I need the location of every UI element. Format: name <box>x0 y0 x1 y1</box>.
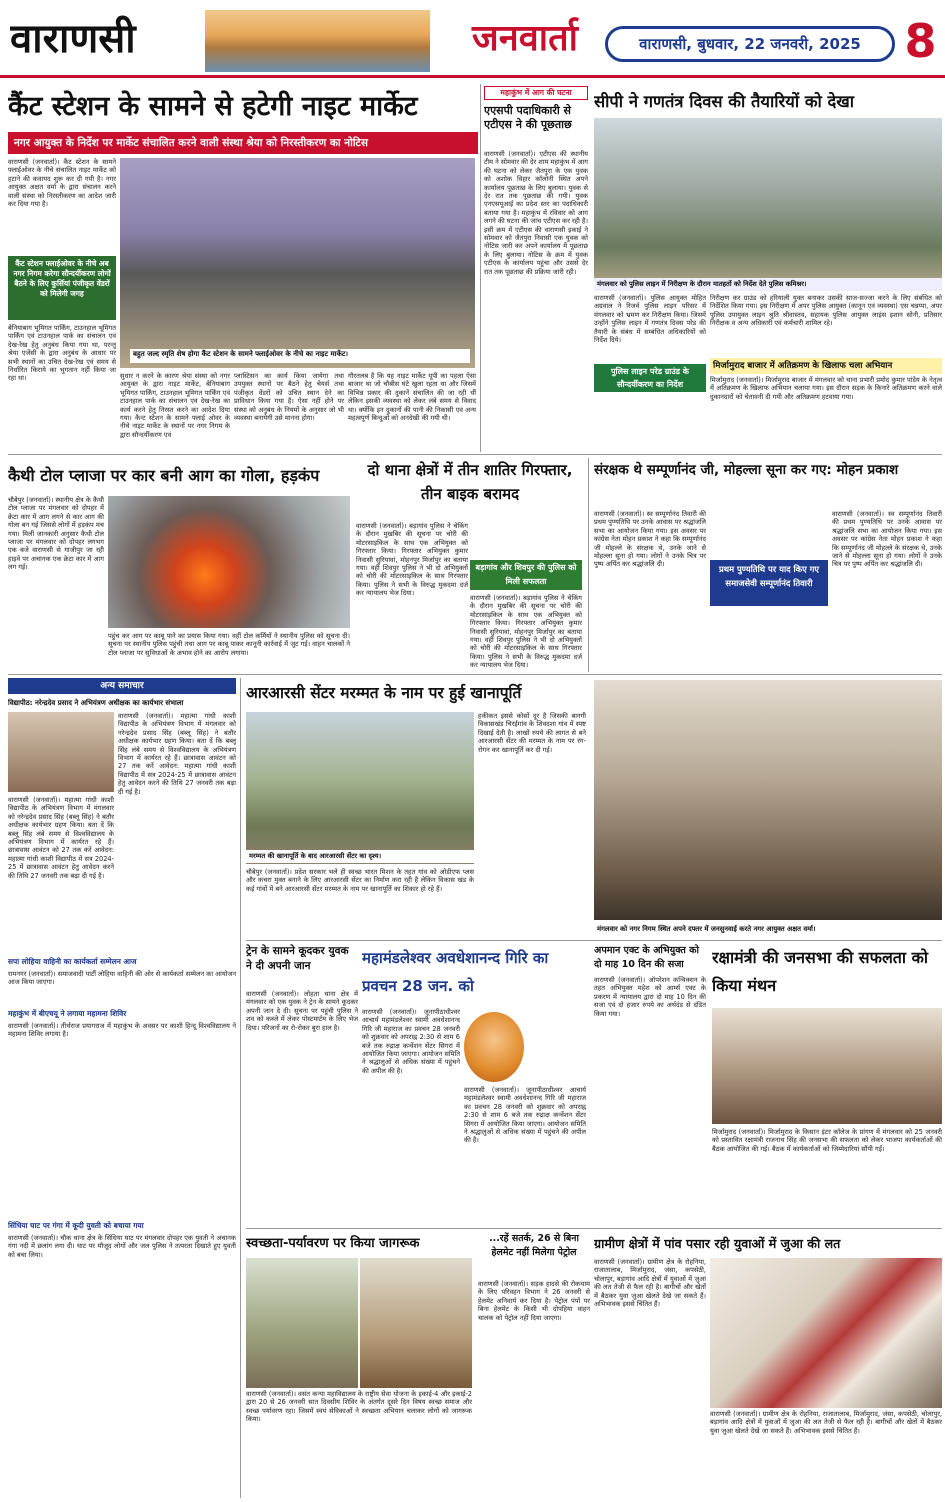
a6-box-heading: बड़ागांव और शिवपुर की पुलिस को मिली सफलता <box>470 560 582 590</box>
a1-subheadline: नगर आयुक्त के निर्देश पर मार्केट संचालित करने वाली संस्था श्रेया को निरस्तीकरण का नोटिस <box>8 132 478 154</box>
a11-headline: ट्रेन के सामने कूदकर युवक ने दी अपनी जान <box>246 945 349 972</box>
a8-portrait-photo <box>8 712 114 792</box>
a3-body-2: निरीक्षण कर ग्राउंड को हरियाली युक्त बनाकर उसकी साज-सज्जा करने के लिए संबंधित को निर्देशित किया गया। इस निरीक्षण में अपर पुलिस आयुक्त (कानून एवं व्यवस्था) एस चन्नप्पा, अपर पुलिस उपायुक्त लाइन श्रुति श्रीवास्तव, सहायक पुलिस आयुक्त लाइंस इशान सोनी, प्रतिसार निरीक्षक व अन्य अधिकारी एवं कर्मचारी शामिल रहे। <box>710 294 942 328</box>
a1-body-col1: बेनियाबाग भूमिगत पार्किंग, टाउनहाल भूमिगत पार्किंग एवं टाउनहाल पार्क का संचालन एवं देख-रेख हेतु अनुबंध किया गया था, परन्तु श्रेया एजेंसी के द्वारा अनुबंध के आधार पर सभी स्थानों का उचित देख-रेख एवं समय से निर्धारित किराये का भुगतान नहीं किया जा रहा था। <box>8 324 116 383</box>
column-divider <box>588 458 589 672</box>
a7-body-2: वाराणसी (जनवार्ता)। स्व सम्पूर्णानंद तिवारी की प्रथम पुण्यतिथि पर उनके आवास पर श्रद्धांजलि सभा का आयोजन किया गया। इस अवसर पर कांग्रेस नेता मोहन प्रकाश ने कहा कि सम्पूर्णानंद जी मोहल्ले के संरक्षक थे, उनके जाने से मोहल्ला सूना हो गया। लोगों ने उनके चित्र पर पुष्प अर्पित कर श्रद्धांजलि दी। <box>832 510 942 569</box>
masthead-paper-name: जनवार्ता <box>472 18 578 59</box>
a1-headline: कैंट स्टेशन के सामने से हटेगी नाइट मार्केट <box>8 91 418 122</box>
section-divider <box>246 1228 942 1229</box>
a8-body: वाराणसी (जनवार्ता)। महात्मा गांधी काशी विद्यापीठ के अभियंत्रण विभाग में मंगलवार को नरेन्द्रदेव प्रसाद सिंह (बब्लू सिंह) ने बतौर अधीक्षक कार्यभार ग्रहण किया। बता दें कि बब्लू सिंह लंबे समय से विश्वविद्यालय के अभियंत्रण विभाग में कार्यरत रहे हैं। छात्रावास आवंटन को 27 तक करें आवेदन: महात्मा गांधी काशी विद्यापीठ में सत्र 2024-25 में छात्रावास आवंटन हेतु आवेदन करने की तिथि 27 जनवरी तक बढ़ा दी गई है। <box>118 712 236 796</box>
a15-headline: स्वच्छता-पर्यावरण पर किया जागरूक <box>246 1236 420 1251</box>
a13-body: वाराणसी (जनवार्ता)। ऑपरेशन कन्विक्शन के तहत अभियुक्त महेश को आर्म्स एक्ट के प्रकरण में न्यायालय द्वारा दो माह 10 दिन की सजा एवं दो हजार रुपये का अर्थदंड से दंडित किया गया। <box>594 976 706 1018</box>
masthead-city: वाराणसी <box>10 16 136 62</box>
a1-body-col3: प्लास्टिसन का कार्य किया जायेगा तथा उपयुक्त स्थानों पर बैठने हेतु चेयर्स तथा पंजीकृत वेंडरों को उचित स्थान देने का प्राविधान किया गया है। ऐसा नहीं होने पर संस्था को अनुबंध के नियमों के अनुसार जो भी व्यवस्था बनायेगी उसे मानना होगा। <box>234 372 344 423</box>
a9-rrc-center-photo <box>246 712 474 864</box>
a5-body-2: पहुंच कर आग पर काबू पाने का प्रयास किया गया। वहीं टोल कर्मियों ने स्थानीय पुलिस को सूचना दी। सूचना पर स्थानीय पुलिस पहुंची तथा आग पर काबू पाकर कानूनी कार्रवाई में जुट गई। वाहन चालकों ने टोल प्लाजा पर सुविधाओं के अभाव होने का आरोप लगाया। <box>108 632 350 657</box>
a1-pull-quote: कैंट स्टेशन फ्लाईओवर के नीचे अब नगर निगम करेगा सौन्दर्यीकरण लोगों बैठने के लिए कुर्सियां पंजीकृत वेंडरों को मिलेगी जगह <box>8 256 116 320</box>
a5-body: चौबेपुर (जनवार्ता)। स्थानीय क्षेत्र के कैथी टोल प्लाजा पर मंगलवार को दोपहर में क्रेटा कार में आग लगने से कार आग की गोला बन गई जिससे लोगों में हड़कंप मच गया। मिली जानकारी अनुसार कैथी टोल प्लाजा पर मंगलवार को दोपहर लगभग एक बजे वाराणसी से गाजीपुर जा रही हाइवे पर अचानक एक क्रेटा कार में आग लग गई। <box>8 496 104 572</box>
a4-headline: मिर्जामुराद बाजार में अतिक्रमण के खिलाफ चला अभियान <box>710 358 942 374</box>
section-divider <box>246 940 942 941</box>
page-number: 8 <box>904 14 937 68</box>
a11-body: वाराणसी (जनवार्ता)। लोहता थाना क्षेत्र में मंगलवार को एक युवक ने ट्रेन के सामने कूदकर अपनी जान दे दी। सूचना पर पहुंची पुलिस ने शव को कब्जे में लेकर पोस्टमार्टम के लिए भेज दिया। परिजनों का रो-रोकर बुरा हाल है। <box>246 990 358 1032</box>
a12-saint-portrait <box>464 1012 524 1082</box>
a12-body: वाराणसी (जनवार्ता)। जूनापीठाधीश्वर आचार्य महामंडलेश्वर स्वामी अवधेशानन्द गिरि जी महाराज का प्रवचन 28 जनवरी को शुक्रवार को अपराह्न 2:30 से शाम 6 बजे तक रुद्राक्ष कन्वेंशन सेंटर सिगरा में आयोजित किया जाएगा। आयोजन समिति ने श्रद्धालुओं से अधिक संख्या में पहुंचने की अपील की है। <box>362 1008 460 1075</box>
a17-headline: ग्रामीण क्षेत्रों में पांव पसार रही युवाओं में जुआ की लत <box>594 1236 841 1251</box>
a4-body: मिर्जामुराद (जनवार्ता)। मिर्जामुराद बाजार में मंगलवार को थाना प्रभारी प्रमोद कुमार पांडेय के नेतृत्व में अतिक्रमण के खिलाफ अभियान चलाया गया। इस दौरान सड़क के किनारे अतिक्रमण करने वाले दुकानदारों को चेतावनी दी गयी और अतिक्रमण हटवाया गया। <box>710 376 942 401</box>
a15-cleanliness-photo-2 <box>360 1258 472 1388</box>
a3-police-lines-photo <box>594 118 942 290</box>
a1-night-market-photo <box>120 158 475 368</box>
a5-burning-car-photo <box>108 496 350 628</box>
a10-photo-caption: मंगलवार को नगर निगम स्थित अपने दफ्तर में जनसुनवाई करते नगर आयुक्त अक्षत वर्मा। <box>594 922 942 936</box>
a8-headline: विद्यापीठ: नरेन्द्रदेव प्रसाद ने अभियंत्रण अधीक्षक का कार्यभार संभाला <box>8 699 184 707</box>
a6-body-2: वाराणसी (जनवार्ता)। बड़ागांव पुलिस ने चेकिंग के दौरान मुखबिर की सूचना पर चोरी की मोटरसाइकिल के साथ एक अभियुक्त को गिरफ्तार किया। गिरफ्तार अभियुक्त कुमार निवासी सुरियावां, मोहनपुर मिर्जापुर का बताया गया। वहीं शिवपुर पुलिस ने भी दो अभियुक्तों को चोरी की मोटरसाइकिल के साथ गिरफ्तार किया। पुलिस ने सभी के विरुद्ध मुकदमा दर्ज कर न्यायालय भेज दिया। <box>470 594 582 670</box>
column-divider <box>240 678 241 1498</box>
a2-headline: एएसपी पदाधिकारी से एटीएस ने की पूछताछ <box>484 104 572 131</box>
a13-headline: अपमान एक्ट के अभियुक्त को दो माह 10 दिन की सजा <box>594 945 700 970</box>
a1-photo-caption: बहुत जल्द स्मृति शेष होगा कैंट स्टेशन के सामने फ्लाईओवर के नीचे का नाइट मार्केट। <box>130 349 470 363</box>
section-divider <box>8 454 942 455</box>
a14-body: मिर्जामुराद (जनवार्ता)। मिर्जामुराद के किसान इंटर कॉलेज के प्रांगण में मंगलवार को 25 जनवरी को प्रस्तावित रक्षामंत्री राजनाथ सिंह की जनसभा की सफलता को लेकर भाजपा कार्यकर्ताओं की बैठक आयोजित की गई। बैठक में कार्यकर्ताओं को जिम्मेदारियां सौंपी गईं। <box>712 1128 942 1153</box>
a8-body3: वाराणसी (जनवार्ता)। तीर्थराज प्रयागराज में महाकुंभ के अवसर पर काशी हिन्दू विश्वविद्यालय ने महामना शिविर लगाया है। <box>8 1022 236 1039</box>
a3-box-heading: पुलिस लाइन परेड ग्राउंड के सौन्दर्यीकरण का निर्देश <box>594 364 706 392</box>
a6-headline: दो थाना क्षेत्रों में तीन शातिर गिरफ्तार, तीन बाइक बरामद <box>367 461 573 503</box>
a9-body-2: हकीकत इससे कोसों दूर है जिसकी बानगी विकासखंड चिरईगांव के शिवदशा गांव में स्पष्ट दिखाई देती है। लाखों रुपये की लागत से बने आरआरसी सेंटर की मरम्मत के नाम पर रंग-रोगन कर खानापूर्ति कर दी गई। <box>478 712 586 754</box>
a1-body-col4: गौरतलब है कि यह नाइट मार्केट यूपी का पहला ऐसा बाजार था जो चौबीस घंटे खुला रहता था और जिसमें विभिन्न प्रकार की दुकानें संचालित की जा रही थीं लेकिन इसकी व्यवस्था को लेकर लंबे समय से विवाद था। क्योंकि इन दुकानों की पानी की निकासी एवं अन्य महत्वपूर्ण बिन्दुओं को अनदेखी की गयी थी। <box>348 372 476 423</box>
a8-sub2: महाकुंभ में बीएचयू ने लगाया महामना शिविर <box>8 1009 127 1018</box>
a15-body: वाराणसी (जनवार्ता)। वसंत कन्या महाविद्यालय के राष्ट्रीय सेवा योजना के इकाई-4 और इकाई-2 द्वारा 20 से 26 जनवरी सात दिवसीय शिविर के अंतर्गत दूसरे दिन विषय स्वच्छ समाज और स्वच्छ पर्यावरण रहा। जिसमें स्वयं सेविकाओं ने स्वच्छता अभियान चलाकर लोगों को जागरूक किया। <box>246 1390 472 1424</box>
a6-body: वाराणसी (जनवार्ता)। बड़ागांव पुलिस ने चेकिंग के दौरान मुखबिर की सूचना पर चोरी की मोटरसाइकिल के साथ एक अभियुक्त को गिरफ्तार किया। गिरफ्तार अभियुक्त कुमार निवासी सुरियावां, मोहनपुर मिर्जापुर का बताया गया। वहीं शिवपुर पुलिस ने भी दो अभियुक्तों को चोरी की मोटरसाइकिल के साथ गिरफ्तार किया। पुलिस ने सभी के विरुद्ध मुकदमा दर्ज कर न्यायालय भेज दिया। <box>356 522 468 598</box>
section-divider <box>8 674 942 675</box>
a10-commissioner-photo <box>594 680 942 920</box>
a7-box-heading: प्रथम पुण्यतिथि पर याद किए गए समाजसेवी सम्पूर्णानंद तिवारी <box>710 560 828 606</box>
a8-sub1: सपा लोहिया वाहिनी का कार्यकर्ता सम्मेलन आज <box>8 957 137 966</box>
a9-photo-caption: मरम्मत की खानापूर्ति के बाद आरआरसी सेंटर का दृश्य। <box>246 850 474 863</box>
a8-body4: वाराणसी (जनवार्ता)। चौक थाना क्षेत्र के सिंधिया घाट पर मंगलवार दोपहर एक युवती ने अचानक गंगा नदी में छलांग लगा दी। घाट पर मौजूद लोगों और जल पुलिस ने तत्परता दिखाते हुए युवती को बचा लिया। <box>8 1234 236 1259</box>
a12-body-2: वाराणसी (जनवार्ता)। जूनापीठाधीश्वर आचार्य महामंडलेश्वर स्वामी अवधेशानन्द गिरि जी महाराज का प्रवचन 28 जनवरी को शुक्रवार को अपराह्न 2:30 से शाम 6 बजे तक रुद्राक्ष कन्वेंशन सेंटर सिगरा में आयोजित किया जाएगा। आयोजन समिति ने श्रद्धालुओं से अधिक संख्या में पहुंचने की अपील की है। <box>464 1086 586 1145</box>
a8-section-header: अन्य समाचार <box>8 678 236 694</box>
a3-photo-caption: मंगलवार को पुलिस लाइन में निरीक्षण के दौरान मातहतों को निर्देश देते पुलिस कमिश्नर। <box>594 278 942 291</box>
a5-headline: कैथी टोल प्लाजा पर कार बनी आग का गोला, हड़कंप <box>8 466 320 485</box>
ghats-banner-image <box>205 10 430 72</box>
column-divider <box>480 84 481 452</box>
a17-playing-cards-photo <box>710 1258 942 1408</box>
dateline: वाराणसी, बुधवार, 22 जनवरी, 2025 <box>605 26 895 62</box>
a15-cleanliness-photo-1 <box>246 1258 358 1388</box>
a1-body-col2: सुधार न करने के कारण श्रेया संस्था को नगर आयुक्त के द्वारा नाइट मार्केट, बेनियाबाग भूमिगत पार्किंग, टाउनहाल भूमिगत पार्किंग एवं टाउनहाल पार्क का संचालन एवं देख-रेख का कार्य करने हेतु निरस्त करने का आदेश दिया गया। कैन्ट स्टेशन के सामने फ्लाई ओवर के नीचे नाइट मार्केट के स्थानों पर नगर निगम के द्वारा सौन्दर्यीकरण एवं <box>120 372 230 439</box>
a8-body-left: वाराणसी (जनवार्ता)। महात्मा गांधी काशी विद्यापीठ के अभियंत्रण विभाग में मंगलवार को नरेन्द्रदेव प्रसाद सिंह (बब्लू सिंह) ने बतौर अधीक्षक कार्यभार ग्रहण किया। बता दें कि बब्लू सिंह लंबे समय से विश्वविद्यालय के अभियंत्रण विभाग में कार्यरत रहे हैं। छात्रावास आवंटन को 27 तक करें आवेदन: महात्मा गांधी काशी विद्यापीठ में सत्र 2024-25 में छात्रावास आवंटन हेतु आवेदन करने की तिथि 27 जनवरी तक बढ़ा दी गई है। <box>8 796 114 880</box>
a14-headline: रक्षामंत्री की जनसभा की सफलता को किया मंथन <box>712 948 929 995</box>
a16-headline: ...रहें सतर्क, 26 से बिना हेलमेट नहीं मिलेगा पेट्रोल <box>489 1233 579 1258</box>
a8-body2: रामनगर (जनवार्ता)। समाजवादी पार्टी लोहिया वाहिनी की ओर से कार्यकर्ता सम्मेलन का आयोजन आज किया जाएगा। <box>8 970 236 987</box>
a8-sub3: सिंधिया घाट पर गंगा में कूदी युवती को बचाया गया <box>8 1221 144 1230</box>
a17-body-2: वाराणसी (जनवार्ता)। ग्रामीण क्षेत्र के रोहनिया, राजातालाब, मिर्जामुराद, जंसा, कपसेठी, चोलापुर, बड़ागांव आदि क्षेत्रों में युवाओं में जुआ की लत तेजी से फैल रही है। बागीचों और खेतों में बैठकर युवा जुआ खेलते देखे जा सकते हैं। अभिभावक इससे चिंतित हैं। <box>710 1410 942 1435</box>
a17-body: वाराणसी (जनवार्ता)। ग्रामीण क्षेत्र के रोहनिया, राजातालाब, मिर्जामुराद, जंसा, कपसेठी, चोलापुर, बड़ागांव आदि क्षेत्रों में युवाओं में जुआ की लत तेजी से फैल रही है। बागीचों और खेतों में बैठकर युवा जुआ खेलते देखे जा सकते हैं। अभिभावक इससे चिंतित हैं। <box>594 1258 706 1309</box>
a3-body: वाराणसी (जनवार्ता)। पुलिस आयुक्त मोहित अग्रवाल ने रिजर्व पुलिस लाइन परिसर में मंगलवार को भ्रमण कर निरीक्षण किया। जिसमें उन्होंने पुलिस लाइन में गणतंत्र दिवस परेड की तैयारी के संबंध में सम्बंधित अधिकारियों को निर्देश दिये। <box>594 294 706 345</box>
a12-headline: महामंडलेश्वर अवधेशानन्द गिरि का प्रवचन 28 जन. को <box>362 949 549 995</box>
a1-lead: वाराणसी (जनवार्ता)। कैंट स्टेशन के सामने फ्लाईओवर के नीचे संचालित नाइट मार्केट को हटाने की कवायद शुरू कर दी गयी है। नगर आयुक्त अक्षत वर्मा के द्वारा संचालन करने वाली संस्था को निरस्तीकरण का आदेश जारी कर दिया गया है। <box>8 158 116 209</box>
a9-headline: आरआरसी सेंटर मरम्मत के नाम पर हुई खानापूर्ति <box>246 684 522 702</box>
a7-body: वाराणसी (जनवार्ता)। स्व सम्पूर्णानंद तिवारी की प्रथम पुण्यतिथि पर उनके आवास पर श्रद्धांजलि सभा का आयोजन किया गया। इस अवसर पर कांग्रेस नेता मोहन प्रकाश ने कहा कि सम्पूर्णानंद जी मोहल्ले के संरक्षक थे, उनके जाने से मोहल्ला सूना हो गया। लोगों ने उनके चित्र पर पुष्प अर्पित कर श्रद्धांजलि दी। <box>594 510 706 569</box>
a7-headline: संरक्षक थे सम्पूर्णानंद जी, मोहल्ला सूना कर गए: मोहन प्रकाश <box>594 462 899 478</box>
a14-meeting-photo <box>712 1008 942 1124</box>
a16-body: वाराणसी (जनवार्ता)। सड़क हादसे की रोकथाम के लिए परिवहन विभाग ने 26 जनवरी से हेलमेट अनिवार्य कर दिया है। पेट्रोल पंपों पर बिना हेलमेट के किसी भी दोपहिया वाहन चालक को पेट्रोल नहीं दिया जाएगा। <box>478 1280 590 1322</box>
a2-body: वाराणसी (जनवार्ता)। एटीएस की स्थानीय टीम ने सोमवार की देर शाम महाकुंभ में आग की घटना को लेकर जैतपुरा के एक युवक को अशोक विहार कॉलोनी स्थित अपने कार्यालय पूछताछ के लिए बुलाया। युवक से देर रात तक पूछताछ की गयी। युवक एनएसयूआई का प्रदेश स्तर का पदाधिकारी बताया गया है। महाकुंभ में रविवार को आग लगने की घटना की जांच एटीएस कर रही है। इसी क्रम में एटीएस की वाराणसी इकाई ने सोमवार को जैतपुरा निवासी एक युवक को नोटिस जारी कर अपने कार्यालय में पूछताछ के लिए बुलाया। नोटिस के क्रम में युवक एटीएस के कार्यालय पहुंचा और उससे देर रात तक पूछताछ की प्रक्रिया जारी रही। <box>484 150 588 276</box>
a3-headline: सीपी ने गणतंत्र दिवस की तैयारियों को देखा <box>594 92 855 111</box>
masthead <box>0 0 945 78</box>
a2-kicker: महाकुंभ में आग की घटना <box>484 86 588 100</box>
a9-body: चौबेपुर (जनवार्ता)। प्रदेश सरकार भले ही स्वच्छ भारत मिशन के तहत गांव को ओडीएफ प्लस और कचरा मुक्त बनाने के लिए आरआरसी सेंटर का निर्माण करा रही है लेकिन विकास खंड के कई गांवों में बने आरआरसी सेंटर मरम्मत के नाम पर खानापूर्ति का शिकार हो रहे हैं। <box>246 868 474 893</box>
